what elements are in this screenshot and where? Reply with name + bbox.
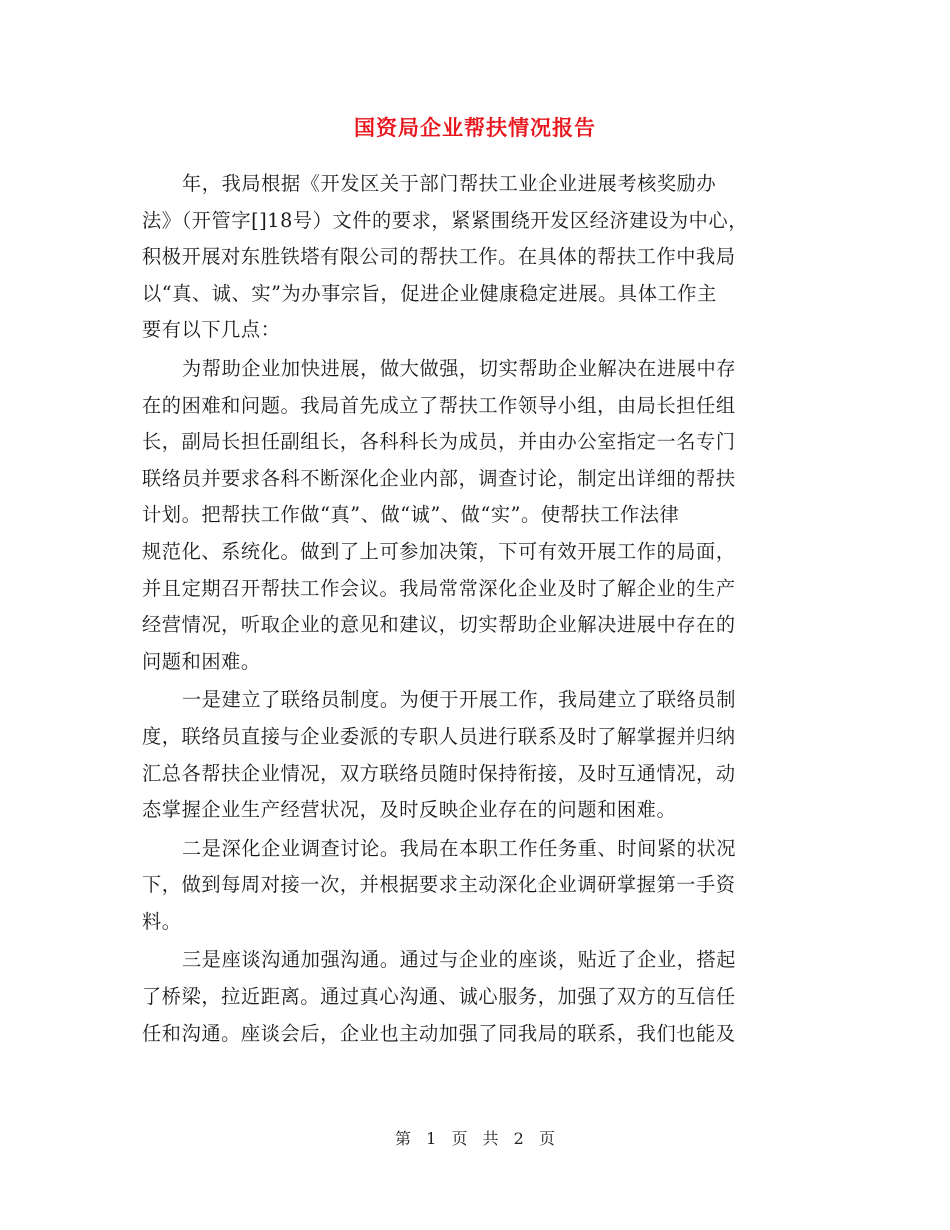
paragraph-5: [142, 942, 802, 1052]
text-line: 一是建立了联络员制度。为便于开展工作，我局建立了联络员制: [182, 688, 737, 712]
text-line: 长，副局长担任副组长，各科科长为成员，并由办公室指定一名专门: [142, 430, 736, 454]
paragraph-3: [142, 682, 802, 828]
text-line: 三是座谈沟通加强沟通。通过与企业的座谈，贴近了企业，搭起: [182, 948, 737, 972]
text-line: 料。: [142, 909, 182, 933]
text-line: 度，联络员直接与企业委派的专职人员进行联系及时了解掌握并归纳: [142, 724, 736, 748]
document-body: [142, 166, 802, 1054]
paragraph-4: [142, 831, 802, 941]
text-line: 经营情况，听取企业的意见和建议，切实帮助企业解决进展中存在的: [142, 613, 736, 637]
footer-prefix: 第: [395, 1129, 412, 1148]
footer-middle-2: 共: [482, 1129, 499, 1148]
text-line: 积极开展对东胜铁塔有限公司的帮扶工作。在具体的帮扶工作中我局: [142, 245, 736, 269]
footer-page-number: 1: [426, 1129, 437, 1148]
text-line: 任和沟通。座谈会后，企业也主动加强了同我局的联系，我们也能及: [142, 1021, 736, 1045]
text-line: 要有以下几点：: [142, 318, 281, 342]
paragraph-2: [142, 351, 802, 680]
text-line: 了桥梁，拉近距离。通过真心沟通、诚心服务，加强了双方的互信任: [142, 985, 736, 1009]
text-line: 二是深化企业调查讨论。我局在本职工作任务重、时间紧的状况: [182, 836, 737, 860]
page-footer: [0, 1126, 950, 1149]
text-line: 计划。把帮扶工作做“真”、做“诚”、做“实”。使帮扶工作法律: [142, 503, 680, 527]
text-line: 问题和困难。: [142, 649, 261, 673]
text-line: 规范化、系统化。做到了上可参加决策，下可有效开展工作的局面，: [142, 539, 736, 563]
text-line: 年，我局根据《开发区关于部门帮扶工业企业进展考核奖励办: [182, 172, 717, 195]
paragraph-1: [142, 166, 802, 349]
text-line: 态掌握企业生产经营状况，及时反映企业存在的问题和困难。: [142, 798, 677, 822]
text-line: 为帮助企业加快进展，做大做强，切实帮助企业解决在进展中存: [182, 356, 737, 380]
text-line: 联络员并要求各科不断深化企业内部，调查讨论，制定出详细的帮扶: [142, 466, 736, 490]
document-title: 国资局企业帮扶情况报告: [354, 115, 596, 140]
text-line: 并且定期召开帮扶工作会议。我局常常深化企业及时了解企业的生产: [142, 576, 736, 600]
footer-middle-1: 页: [451, 1129, 468, 1148]
footer-total-pages: 2: [513, 1129, 524, 1148]
text-line: 下，做到每周对接一次，并根据要求主动深化企业调研掌握第一手资: [142, 873, 736, 897]
text-line: 以“真、诚、实”为办事宗旨，促进企业健康稳定进展。具体工作主: [142, 281, 717, 305]
text-line: 法》（开管字[]18号）文件的要求，紧紧围绕开发区经济建设为中心，: [142, 208, 749, 232]
footer-suffix: 页: [538, 1129, 555, 1148]
text-line: 汇总各帮扶企业情况，双方联络员随时保持衔接，及时互通情况，动: [142, 761, 736, 785]
text-line: 在的困难和问题。我局首先成立了帮扶工作领导小组，由局长担任组: [142, 393, 736, 417]
